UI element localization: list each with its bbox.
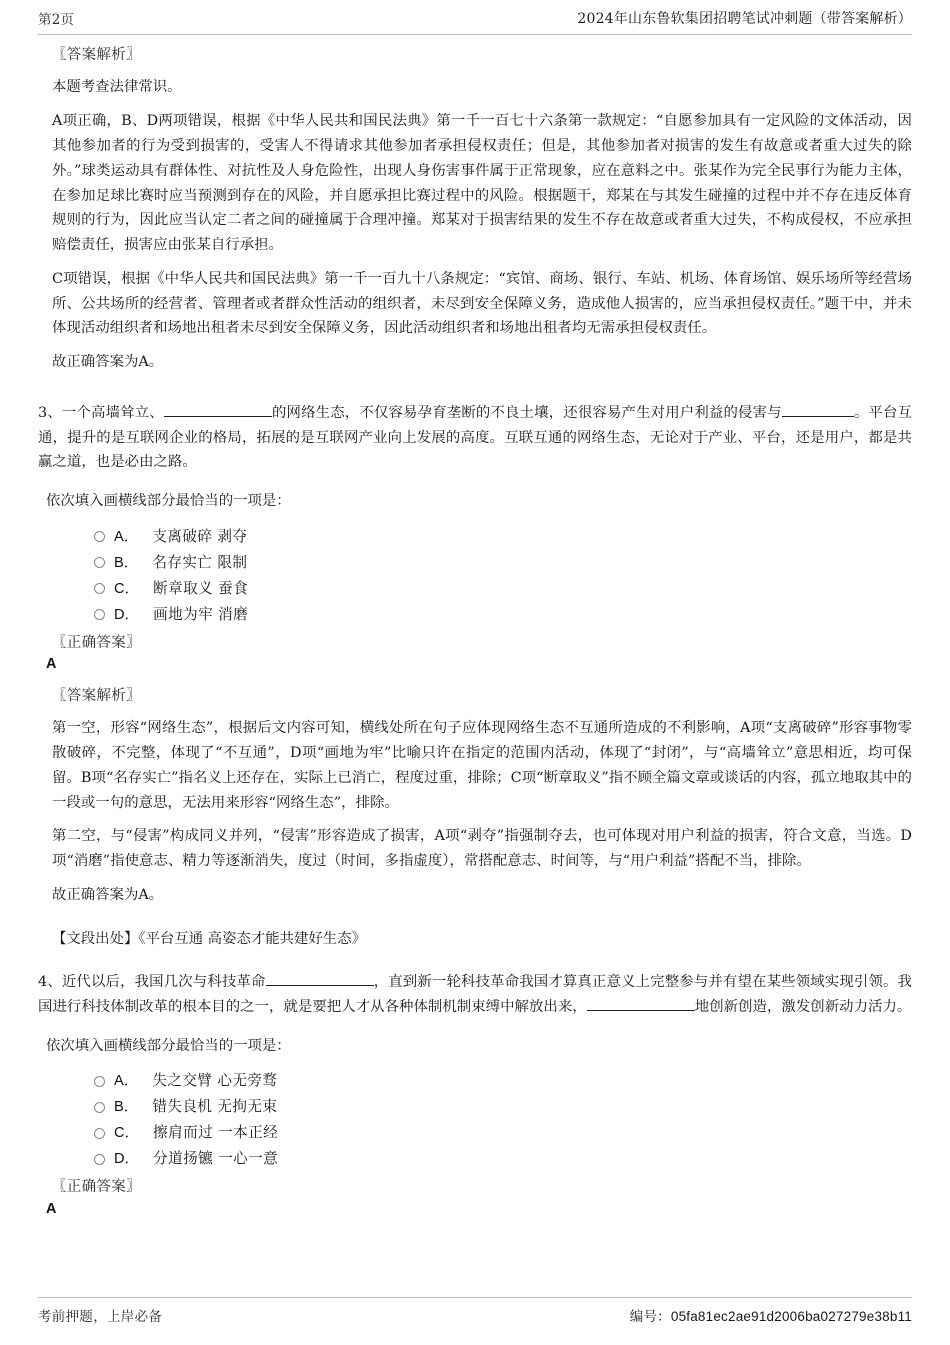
question-3-blank-1 <box>164 402 272 417</box>
page-header <box>38 8 912 35</box>
option-letter: D． <box>114 1151 140 1168</box>
question-4-answer-tag: 〖正确答案〗 <box>52 1179 141 1196</box>
radio-icon[interactable] <box>94 1154 105 1165</box>
question-3-source: 【文段出处】《平台互通 高姿态才能共建好生态》 <box>52 930 366 947</box>
question-3-prompt: 依次填入画横线部分最恰当的一项是： <box>46 493 291 510</box>
footer-code <box>630 1305 912 1325</box>
question-3-stem-part3: 。平台互通，提升的是互联网企业的格局，拓展的是互联网产业向上发展的高度。互联互通的网络生态，无论对于产业、平台，还是用户，都是共赢之道，也是必由之路。 <box>38 404 912 471</box>
radio-icon[interactable] <box>94 1128 105 1139</box>
question-4-prompt: 依次填入画横线部分最恰当的一项是： <box>46 1037 291 1054</box>
question-3-conclusion: 故正确答案为A。 <box>52 886 164 903</box>
question-4-blank-1 <box>266 971 374 986</box>
footer-code-label: 编号： <box>629 1309 671 1325</box>
option-text: 错失良机 无拘无束 <box>152 1098 278 1116</box>
option-letter: B． <box>114 554 139 571</box>
option-text: 失之交臂 心无旁骛 <box>152 1072 278 1090</box>
question-4-correct-answer: A <box>46 1200 57 1217</box>
question-4-option-c[interactable] <box>94 1120 912 1146</box>
question-4-stem-part1: 近代以后，我国几次与科技革命 <box>61 974 266 991</box>
question-4-stem-part2: ，直到新一轮科技革命我国才算真正意义上完整参与并有望在某些领域实现引领。我国进行科技体制改革的根本目的之一，就是要把人才从各种体制机制束缚中解放出来， <box>38 974 912 1016</box>
question-3-blank-2 <box>782 402 854 417</box>
document-content <box>38 44 912 1220</box>
question-3-analysis-p2: 第二空，与“侵害”构成同义并列，“侵害”形容造成了损害，A项“剥夺”指强制夺去，也可体现对用户利益的损害，符合文意，当选。D项“消磨”指使意志、精力等逐渐消失，度过（时间，多指虚度），常搭配意志、时间等，与“用户利益”搭配不当，排除。 <box>52 828 912 870</box>
question-3-stem-part2: 的网络生态，不仅容易孕育垄断的不良土壤，还很容易产生对用户利益的侵害与 <box>271 404 782 421</box>
option-letter: A． <box>114 528 139 545</box>
question-4-stem-part3: 地创新创造，激发创新动力活力。 <box>694 999 912 1016</box>
q2-conclusion: 故正确答案为A。 <box>52 354 164 371</box>
question-4-number: 4、 <box>38 974 62 991</box>
radio-icon[interactable] <box>94 583 105 594</box>
page-footer <box>38 1297 912 1325</box>
question-3-option-d[interactable] <box>94 602 912 628</box>
question-3-analysis-p1: 第一空，形容“网络生态”，根据后文内容可知，横线处所在句子应体现网络生态不互通所造成的不利影响，A项“支离破碎”形容事物零散破碎，不完整，体现了“不互通”，D项“画地为牢”比喻只许在指定的范围内活动，体现了“封闭”，与“高墙耸立”意思相近，均可保留。B项“名存实亡”指名义上还存在，实际上已消亡，程度过重，排除；C项“断章取义”指不顾全篇文章或谈话的内容，孤立地取其中的一段或一句的意思，无法用来形容“网络生态”，排除。 <box>52 720 912 811</box>
question-4-options <box>38 1068 912 1172</box>
question-3-option-c[interactable] <box>94 576 912 602</box>
option-text: 擦肩而过 一本正经 <box>153 1124 279 1142</box>
radio-icon[interactable] <box>94 1076 105 1087</box>
question-3-option-a[interactable] <box>94 524 912 550</box>
q2-analysis-paragraph-a: A项正确，B、D两项错误，根据《中华人民共和国民法典》第一千一百七十六条第一款规定：“自愿参加具有一定风险的文体活动，因其他参加者的行为受到损害的，受害人不得请求其他参加者承担侵权责任；但是，其他参加者对损害的发生有故意或者重大过失的除外。”球类运动具有群体性、对抗性及人身危险性，出现人身伤害事件属于正常现象，应在意料之中。张某作为完全民事行为能力主体，在参加足球比赛时应当预测到存在的风险，并自愿承担比赛过程中的风险。根据题干，郑某在与其发生碰撞的过程中并不存在违反体育规则的行为，因此应当认定二者之间的碰撞属于合理冲撞。郑某对于损害结果的发生不存在故意或者重大过失，不构成侵权，不应承担赔偿责任，损害应由张某自行承担。 <box>52 113 912 254</box>
page-number-label: 第2页 <box>38 12 75 28</box>
document-title: 2024年山东鲁软集团招聘笔试冲刺题（带答案解析） <box>577 11 912 27</box>
question-3-analysis-tag: 〖答案解析〗 <box>52 687 141 704</box>
question-3-options <box>38 524 912 628</box>
option-text: 支离破碎 剥夺 <box>152 527 248 545</box>
option-text: 断章取义 蚕食 <box>153 579 249 597</box>
question-4-option-b[interactable] <box>94 1094 912 1120</box>
question-4-stem <box>38 970 912 1020</box>
option-text: 画地为牢 消磨 <box>153 605 249 623</box>
option-letter: C． <box>114 580 140 597</box>
question-3-stem-part1: 一个高墙耸立、 <box>61 404 164 421</box>
option-text: 名存实亡 限制 <box>152 553 248 571</box>
option-letter: A． <box>114 1073 139 1090</box>
option-letter: C． <box>114 1125 140 1142</box>
question-4-option-d[interactable] <box>94 1146 912 1172</box>
option-text: 分道扬镳 一心一意 <box>153 1150 279 1168</box>
question-4-blank-2 <box>587 996 695 1011</box>
question-3-stem <box>38 401 912 475</box>
question-3-option-b[interactable] <box>94 550 912 576</box>
footer-slogan: 考前押题，上岸必备 <box>38 1309 163 1325</box>
option-letter: B． <box>114 1099 139 1116</box>
question-3-number: 3、 <box>38 404 62 421</box>
radio-icon[interactable] <box>94 531 105 542</box>
radio-icon[interactable] <box>94 1102 105 1113</box>
q2-analysis-intro: 本题考查法律常识。 <box>52 79 182 96</box>
option-letter: D． <box>114 606 140 623</box>
q2-analysis-paragraph-c: C项错误，根据《中华人民共和国民法典》第一千一百九十八条规定：“宾馆、商场、银行、车站、机场、体育场馆、娱乐场所等经营场所、公共场所的经营者、管理者或者群众性活动的组织者，未尽到安全保障义务，造成他人损害的，应当承担侵权责任。”题干中，并未体现活动组织者和场地出租者未尽到安全保障义务，因此活动组织者和场地出租者均无需承担侵权责任。 <box>52 270 912 337</box>
question-3-answer-tag: 〖正确答案〗 <box>52 634 141 651</box>
radio-icon[interactable] <box>94 609 105 620</box>
footer-code-value: 05fa81ec2ae91d2006ba027279e38b11 <box>670 1309 912 1324</box>
radio-icon[interactable] <box>94 557 105 568</box>
q2-analysis-tag: 〖答案解析〗 <box>52 47 141 63</box>
question-4-option-a[interactable] <box>94 1068 912 1094</box>
question-3-correct-answer: A <box>46 656 57 673</box>
